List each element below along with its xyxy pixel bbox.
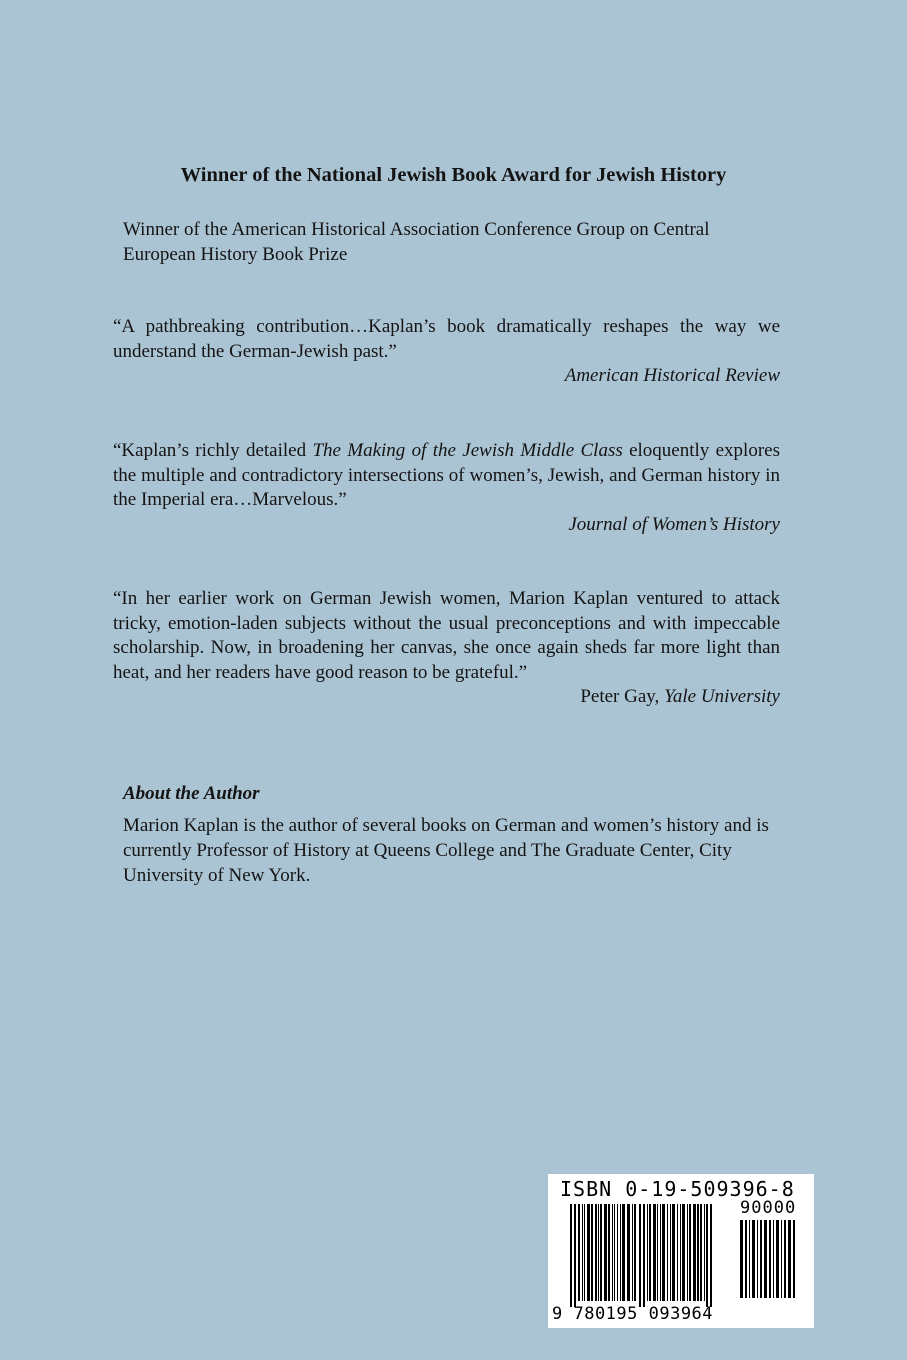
barcode-bar [697,1204,699,1301]
addon-bar [760,1220,762,1298]
isbn-number: ISBN 0-19-509396-8 [560,1177,795,1201]
addon-bar [745,1220,747,1298]
barcode-bar [670,1204,671,1301]
award-secondary: Winner of the American Historical Association Conference Group on Central European History Book Prize [123,219,710,265]
barcode-bar [570,1204,572,1307]
barcode-bar [643,1204,645,1307]
barcode-bar [595,1204,597,1301]
barcode-bar [680,1204,681,1301]
barcode-bar [591,1204,593,1301]
barcode-bar [632,1204,633,1301]
barcode-bar [574,1204,576,1307]
barcode-bar [706,1204,708,1307]
barcode-bar [612,1204,613,1301]
barcode-bar [689,1204,691,1301]
barcode-bar [622,1204,625,1301]
barcode-bar [657,1204,658,1301]
barcode-bar [584,1204,585,1301]
quote-text-end: eloquently explores the multiple and contradictory intersections of women’s, Jewish, and German history in the Imperial era…Marvelous.” [113,440,780,510]
ean-number: 9 780195 093964 [552,1304,714,1324]
barcode-bar [660,1204,661,1301]
barcode-bar [600,1204,602,1301]
quote-source-name: Peter Gay, [580,686,665,707]
barcode-bar [614,1204,615,1301]
addon-bar [776,1220,779,1298]
barcode-bar [704,1204,705,1301]
quote-text [113,587,780,685]
barcode-bar [677,1204,678,1301]
addon-bar [749,1220,750,1298]
addon-bar [740,1220,743,1298]
review-quote-1 [113,315,780,389]
quote-text-start: “Kaplan’s richly detailed [113,440,313,461]
addon-bar [757,1220,758,1298]
barcode-bar [639,1204,641,1307]
addon-bar [764,1220,767,1298]
addon-bar [773,1220,774,1298]
price-code: 90000 [740,1198,797,1218]
addon-bar [781,1220,782,1298]
barcode-bar [693,1204,696,1301]
quote-source [113,685,780,710]
barcode-bar [647,1204,648,1301]
quote-text [113,315,780,364]
barcode-bar [608,1204,610,1301]
barcode-bar [617,1204,618,1301]
barcode-bar [598,1204,599,1301]
quote-text-main: “A pathbreaking contribution…Kaplan’s book dramatically reshapes the way we understand the German-Jewish past.” [113,316,780,362]
barcode-bar [627,1204,630,1301]
addon-bar [788,1220,791,1298]
barcode-bar [587,1204,590,1301]
quote-text [113,439,780,513]
barcode-bar [662,1204,665,1301]
addon-bar [752,1220,755,1298]
book-title: The Making of the Jewish Middle Class [312,440,623,461]
barcode-bar [710,1204,712,1307]
barcode-bar [653,1204,656,1301]
quote-text-main: “In her earlier work on German Jewish women, Marion Kaplan ventured to attack tricky, emotion-laden subjects without the usual preconceptions and with impeccable scholarship. Now, in broadening her canvas, she once again sheds far more light than heat, and her readers have good reason to be grateful.” [113,588,780,683]
review-quote-2 [113,439,780,537]
quote-source: American Historical Review [564,365,780,386]
about-author-text: Marion Kaplan is the author of several books on German and women’s history and is currently Professor of History at Queens College and The Graduate Center, City University of New York. [123,815,769,886]
quote-source-affiliation: Yale University [664,686,780,707]
barcode-bar [687,1204,688,1301]
barcode-bar [620,1204,621,1301]
barcode-bar [634,1204,636,1301]
award-title: Winner of the National Jewish Book Award for Jewish History [180,164,727,186]
review-quote-3 [113,587,780,710]
about-author-heading: About the Author [123,783,260,804]
barcode-bar [649,1204,651,1301]
barcode-bar [672,1204,675,1301]
addon-bar [793,1220,795,1298]
barcode-bar [578,1204,580,1301]
barcode-bar [667,1204,668,1301]
addon-bar [769,1220,771,1298]
isbn-barcode [548,1174,814,1328]
barcode-bar [682,1204,685,1301]
quote-source: Journal of Women’s History [568,513,780,535]
barcode-bar [582,1204,583,1301]
barcode-bar [700,1204,702,1301]
barcode-bar [604,1204,607,1301]
addon-bar [784,1220,786,1298]
